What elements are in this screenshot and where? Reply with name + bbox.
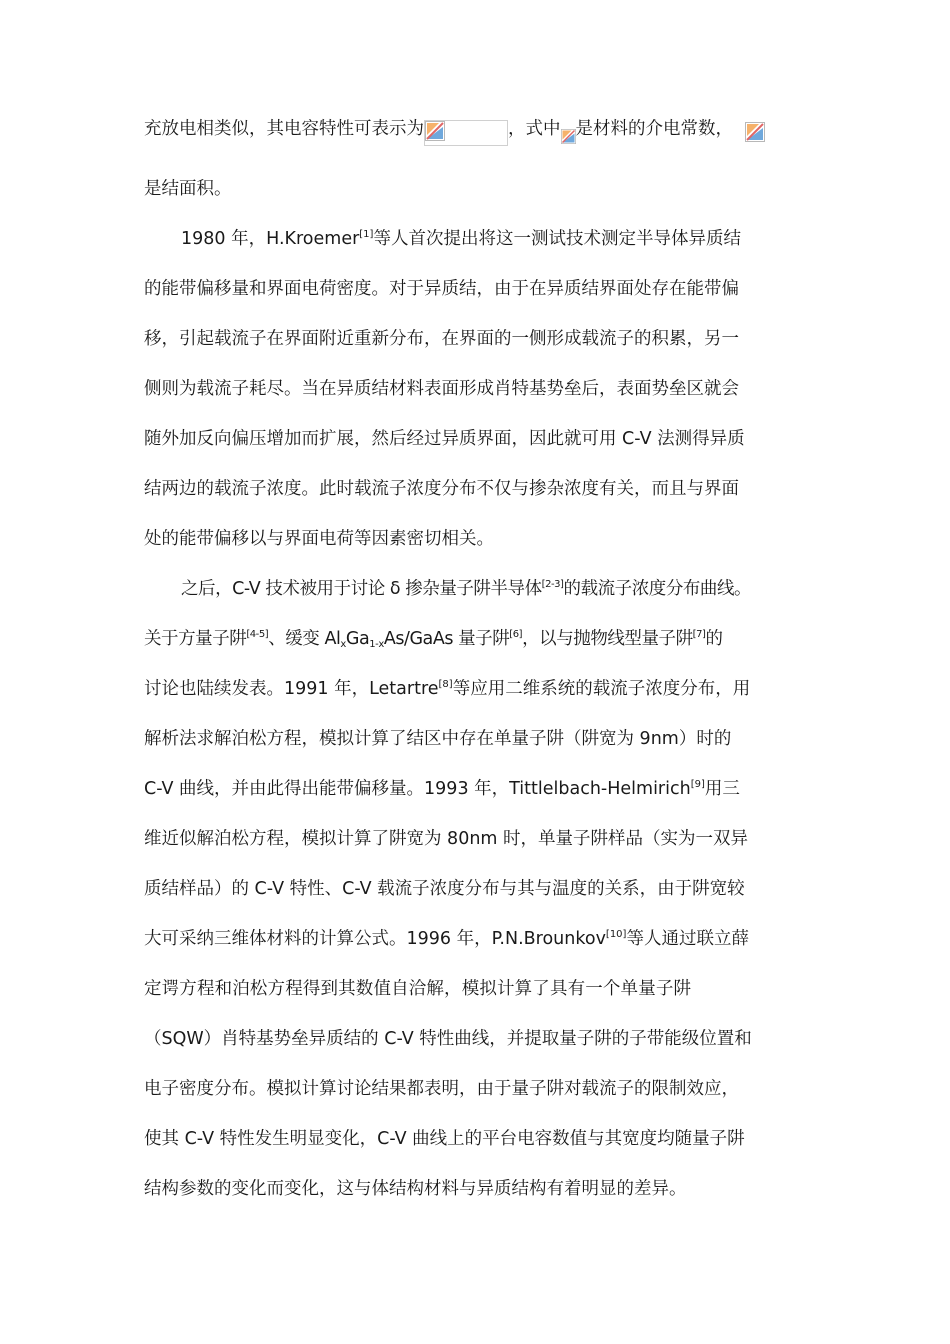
- text-run: 结两边的载流子浓度。此时载流子浓度分布不仅与掺杂浓度有关，而且与界面: [144, 479, 739, 499]
- text-line: [144, 614, 810, 664]
- formula-image-capacitance: [424, 120, 508, 146]
- text-line: [144, 314, 810, 364]
- text-run: 移，引起载流子在界面附近重新分布，在界面的一侧形成载流子的积累，另一: [144, 329, 739, 349]
- text-run: C-V 曲线，并由此得出能带偏移量。1993 年，Tittlelbach-Helmirich: [144, 779, 691, 799]
- text-run: 等人通过联立薛: [626, 929, 749, 949]
- text-line: [144, 164, 810, 214]
- text-run: 电子密度分布。模拟计算讨论结果都表明，由于量子阱对载流子的限制效应，: [144, 1079, 739, 1099]
- text-run: 用三: [704, 779, 740, 799]
- text-run: 维近似解泊松方程，模拟计算了阱宽为 80nm 时，单量子阱样品（实为一双异: [144, 829, 749, 849]
- text-run: （SQW）肖特基势垒异质结的 C-V 特性曲线，并提取量子阱的子带能级位置和: [144, 1029, 752, 1049]
- citation: [9]: [690, 779, 705, 790]
- document-body: [144, 104, 810, 1214]
- paragraph-2: [144, 214, 810, 564]
- text-line: [144, 104, 810, 154]
- text-line: [144, 364, 810, 414]
- paragraph-1: [144, 104, 810, 214]
- citation: [8]: [438, 679, 453, 690]
- text-run: 质结样品）的 C-V 特性、C-V 载流子浓度分布与其与温度的关系，由于阱宽较: [144, 879, 745, 899]
- citation: [6]: [509, 629, 523, 640]
- text-run: 关于方量子阱: [144, 629, 247, 649]
- text-run: 之后，C-V 技术被用于讨论 δ 掺杂量子阱半导体: [181, 579, 542, 599]
- text-run: 等人首次提出将这一测试技术测定半导体异质结: [373, 229, 741, 249]
- text-line: [144, 1164, 810, 1214]
- text-line: [144, 914, 810, 964]
- text-run: 1980 年，H.Kroemer: [181, 229, 360, 249]
- text-run: 随外加反向偏压增加而扩展，然后经过异质界面，因此就可用 C-V 法测得异质: [144, 429, 745, 449]
- text-line: [144, 864, 810, 914]
- text-line: [144, 464, 810, 514]
- text-run: 等应用二维系统的载流子浓度分布，用: [452, 679, 751, 699]
- text-run: 结构参数的变化而变化，这与体结构材料与异质结构有着明显的差异。: [144, 1179, 687, 1199]
- text-line: [144, 564, 810, 614]
- text-run: 定谔方程和泊松方程得到其数值自洽解，模拟计算了具有一个单量子阱: [144, 979, 692, 999]
- text-run: 讨论也陆续发表。1991 年，Letartre: [144, 679, 439, 699]
- broken-image-icon: [745, 122, 765, 142]
- paragraph-3: [144, 564, 810, 1214]
- text-run: 解析法求解泊松方程，模拟计算了结区中存在单量子阱（阱宽为 9nm）时的: [144, 729, 732, 749]
- text-run: 、缓变 Al: [268, 629, 341, 649]
- text-run: 大可采纳三维体材料的计算公式。1996 年，P.N.Brounkov: [144, 929, 606, 949]
- citation: [1]: [359, 229, 374, 240]
- text-run: 的能带偏移量和界面电荷密度。对于异质结，由于在异质结界面处存在能带偏: [144, 279, 739, 299]
- citation: [10]: [605, 929, 627, 940]
- text-line: [144, 264, 810, 314]
- citation: [4-5]: [246, 629, 269, 640]
- citation: [2-3]: [541, 579, 564, 590]
- citation: [7]: [692, 629, 706, 640]
- text-line: [144, 414, 810, 464]
- text-line: [144, 1114, 810, 1164]
- text-line: [144, 514, 810, 564]
- text-line: [144, 964, 810, 1014]
- text-line: [144, 1014, 810, 1064]
- text-line: [144, 764, 810, 814]
- text-run: 侧则为载流子耗尽。当在异质结材料表面形成肖特基势垒后，表面势垒区就会: [144, 379, 739, 399]
- subscript: 1-x: [369, 639, 384, 650]
- broken-image-icon: [561, 129, 576, 144]
- text-run: 是材料的介电常数，: [575, 119, 733, 139]
- text-run: 处的能带偏移以与界面电荷等因素密切相关。: [144, 529, 494, 549]
- text-run: ，以与抛物线型量子阱: [522, 629, 693, 649]
- text-run: 充放电相类似，其电容特性可表示为: [144, 119, 424, 139]
- text-line: [144, 214, 810, 264]
- text-run: 的载流子浓度分布曲线。: [563, 579, 752, 599]
- text-run: 的: [705, 629, 723, 649]
- text-line: [144, 1064, 810, 1114]
- text-run: 使其 C-V 特性发生明显变化，C-V 曲线上的平台电容数值与其宽度均随量子阱: [144, 1129, 745, 1149]
- text-line: [144, 714, 810, 764]
- broken-image-icon: [425, 121, 445, 141]
- text-run: ，式中: [508, 119, 561, 139]
- text-run: Ga: [345, 629, 370, 649]
- subscript: x: [340, 639, 346, 650]
- text-line: [144, 814, 810, 864]
- text-run: As/GaAs 量子阱: [383, 629, 510, 649]
- text-line: [144, 664, 810, 714]
- text-run: 是结面积。: [144, 179, 232, 199]
